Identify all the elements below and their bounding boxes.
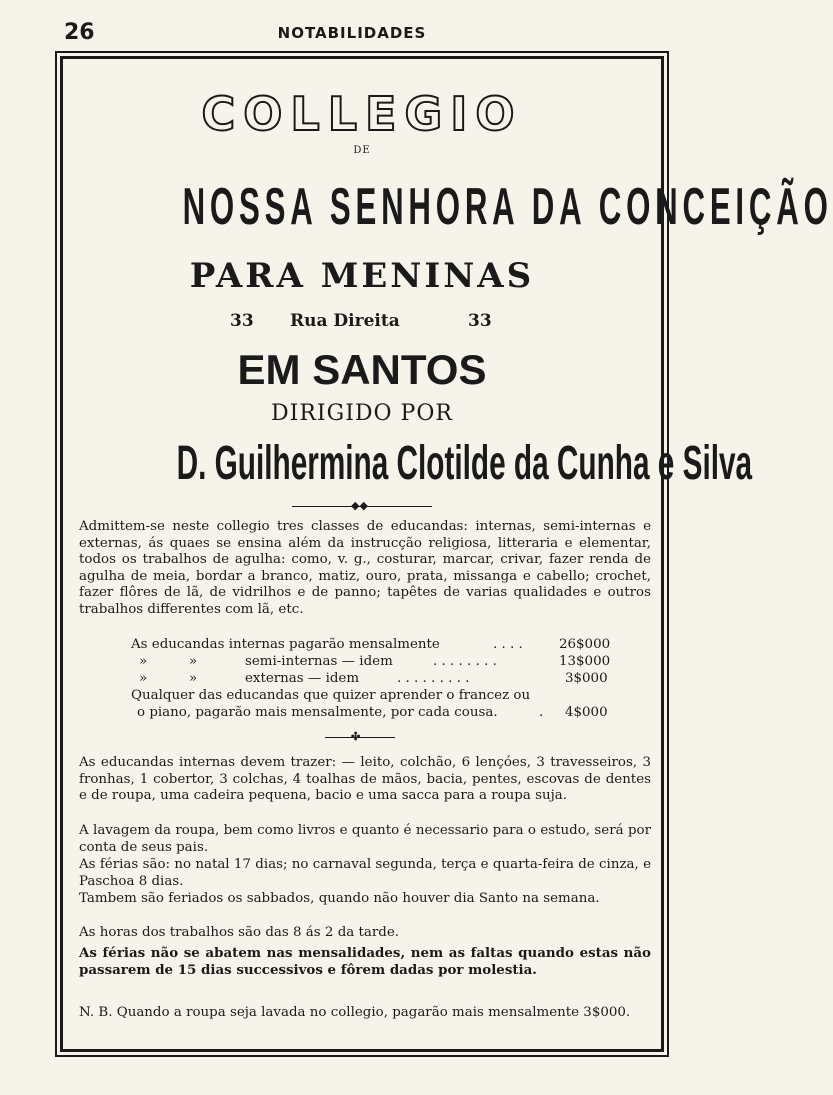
fee-label: semi-internas — idem: [245, 654, 393, 669]
audience: PARA MENINAS: [189, 256, 535, 296]
fee-row: [63, 653, 661, 670]
page-number: 26: [64, 20, 95, 45]
fee-leader: . . . .: [493, 637, 523, 652]
fee-leader: . . . . . . . .: [433, 654, 497, 669]
rule-paragraph: As horas dos trabalhos são das 8 ás 2 da tarde.: [79, 925, 400, 940]
fee-price: 4$000: [565, 705, 608, 720]
fee-ditto: »: [139, 654, 148, 669]
notice-paragraph: As férias não se abatem nas mensalidades, nem as faltas quando estas não passarem de 15 dias successivos e fôrem dadas por molestia.: [79, 945, 651, 978]
fee-row: [63, 670, 661, 687]
rule-paragraph: As férias são: no natal 17 dias; no carnaval segunda, terça e quarta-feira de cinza, e Paschoa 8 dias.: [79, 857, 651, 889]
fee-row: [63, 704, 661, 721]
page-header: [0, 18, 704, 44]
rule-paragraph: A lavagem da roupa, bem como livros e quanto é necessario para o estudo, será por conta de seus pais.: [79, 823, 651, 855]
fee-leader: . . . . . . . . .: [397, 671, 470, 686]
ornament-2: ✣: [351, 730, 361, 743]
fee-price: 13$000: [559, 654, 611, 669]
advert-de: DE: [353, 145, 371, 156]
nb-paragraph: N. B. Quando a roupa seja lavada no collegio, pagarão mais mensalmente 3$000.: [79, 1005, 631, 1020]
directed-by: DIRIGIDO POR: [271, 401, 453, 426]
rule-paragraph: Tambem são feriados os sabbados, quando não houver dia Santo na semana.: [79, 891, 600, 906]
fee-label: As educandas internas pagarão mensalmente: [131, 637, 440, 652]
fee-row: [63, 687, 661, 704]
school-name: NOSSA SENHORA DA CONCEIÇÃO: [182, 178, 833, 236]
extra-fee-line-1: Qualquer das educandas que quizer aprender o francez ou: [131, 688, 531, 703]
intro-paragraph: Admittem-se neste collegio tres classes de educandas: internas, semi-internas e externas, ás quaes se ensina além da instrucção religiosa, litteraria e elementar, todos os trabalhos de agulha: como, v. g., costurar, marcar, crivar, fazer renda de agulha de meia, bordar a branco, matiz, ouro, prata, missanga e cabello; crochet, fazer flôres de lã, de vidrilhos e de panno; tapêtes de varias qualidades e outros trabalhos differentes com lã, etc.: [79, 519, 651, 617]
city: EM SANTOS: [237, 346, 487, 393]
fee-price: 3$000: [565, 671, 608, 686]
address-street: Rua Direita: [290, 311, 400, 331]
rule-paragraph: As educandas internas devem trazer: — leito, colchão, 6 lençóes, 3 travesseiros, 3 fronhas, 1 cobertor, 3 colchas, 4 toalhas de mãos, bacia, pentes, escovas de dentes e de roupa, uma cadeira pequena, bacio e uma sacca para a roupa suja.: [79, 755, 651, 803]
fee-ditto: »: [189, 671, 198, 686]
address-number-right: 33: [468, 311, 492, 331]
fee-label: externas — idem: [245, 671, 360, 686]
running-head: NOTABILIDADES: [277, 24, 427, 42]
fee-row: [63, 636, 661, 653]
advert-title: COLLEGIO: [201, 87, 523, 141]
ornament-1: ◆◆: [351, 499, 368, 512]
advert-frame: [60, 56, 833, 1052]
fee-ditto: »: [189, 654, 198, 669]
fee-price: 26$000: [559, 637, 611, 652]
fee-ditto: »: [139, 671, 148, 686]
extra-fee-line-2: o piano, pagarão mais mensalmente, por cada cousa.: [137, 705, 498, 720]
address-number-left: 33: [230, 311, 254, 331]
director-name: D. Guilhermina Clotilde da Cunha e Silva: [176, 437, 753, 490]
fee-leader: .: [539, 705, 544, 720]
